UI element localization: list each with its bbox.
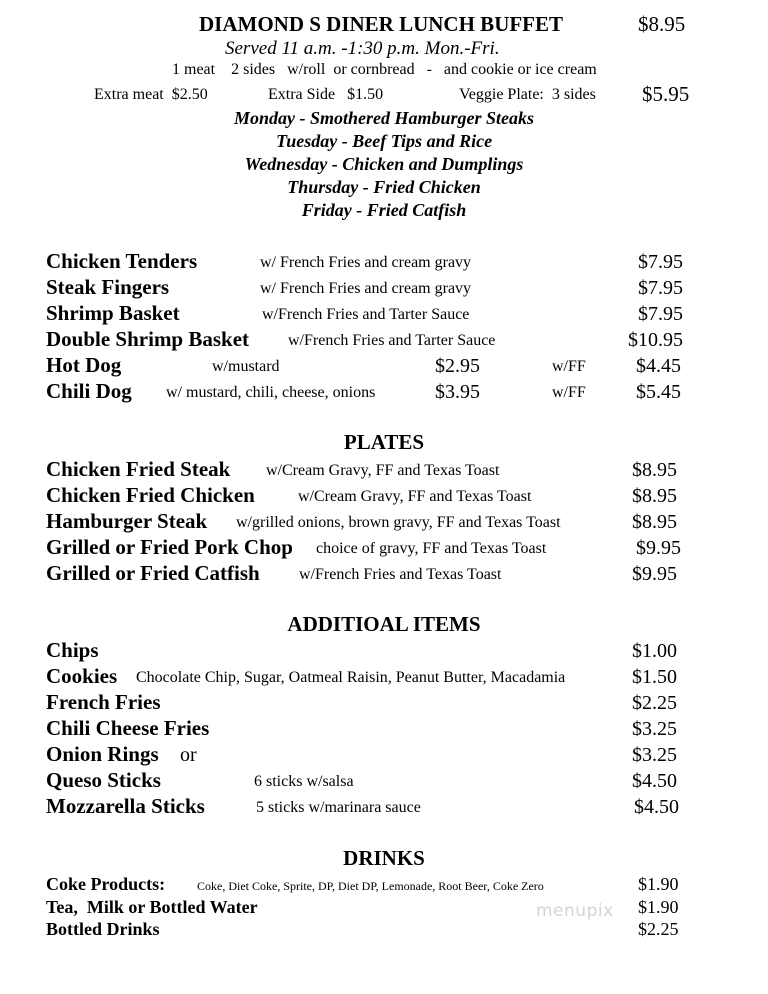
buffet-served: Served 11 a.m. -1:30 p.m. Mon.-Fri. [225, 38, 500, 59]
menu-item-price: $3.95 [435, 381, 480, 403]
daily-special: Friday - Fried Catfish [301, 200, 467, 220]
menu-item-name: Chili Dog [46, 379, 132, 403]
menu-item-name: Steak Fingers [46, 275, 170, 299]
menu-item-name: Shrimp Basket [46, 301, 180, 325]
menu-item-name: Double Shrimp Basket [46, 327, 250, 351]
watermark: menupix [536, 901, 614, 921]
drink-name: Bottled Drinks [46, 919, 160, 939]
menu-item-desc: w/French Fries and Tarter Sauce [262, 306, 470, 323]
daily-special: Wednesday - Chicken and Dumplings [244, 154, 524, 174]
menu-item-name: Hot Dog [46, 353, 122, 377]
menu-item-name: French Fries [46, 690, 161, 714]
buffet-includes: 1 meat 2 sides w/roll or cornbread - and cookie or ice cream [172, 61, 597, 78]
menu-item-price: $1.00 [632, 640, 677, 662]
menu-item-price: $9.95 [636, 537, 681, 559]
menu-item-price: $1.50 [632, 666, 677, 688]
menu-item-name: Grilled or Fried Catfish [46, 561, 260, 585]
drink-desc: Coke, Diet Coke, Sprite, DP, Diet DP, Lemonade, Root Beer, Coke Zero [197, 879, 544, 893]
extra-side: Extra Side $1.50 [268, 86, 384, 103]
menu-item-price: $4.50 [632, 770, 677, 792]
menu-item-price: $7.95 [638, 251, 683, 273]
menu-item-price: $7.95 [638, 277, 683, 299]
veggie-plate-label: Veggie Plate: 3 sides [459, 86, 596, 103]
menu-item-price: $8.95 [632, 459, 677, 481]
menu-item-name: Chicken Tenders [46, 249, 198, 273]
menu-item-desc: 6 sticks w/salsa [254, 773, 354, 790]
menu-item-name: Hamburger Steak [46, 509, 208, 533]
with-fries-label: w/FF [552, 384, 586, 401]
menu-item-desc: w/Cream Gravy, FF and Texas Toast [298, 488, 532, 505]
menu-item-name: Onion Rings [46, 742, 159, 766]
drink-name: Tea, Milk or Bottled Water [46, 897, 258, 917]
menu-item-price: $2.25 [632, 692, 677, 714]
menu-item-desc: Chocolate Chip, Sugar, Oatmeal Raisin, Peanut Butter, Macadamia [136, 669, 566, 686]
with-fries-price: $4.45 [636, 355, 681, 377]
menu-item-name: Chili Cheese Fries [46, 716, 210, 740]
menu-item-desc: w/ mustard, chili, cheese, onions [166, 384, 376, 401]
daily-special: Tuesday - Beef Tips and Rice [275, 131, 493, 151]
menu-item-name: Chicken Fried Steak [46, 457, 231, 481]
menu-item-desc: w/Cream Gravy, FF and Texas Toast [266, 462, 500, 479]
menu-item-desc: w/ French Fries and cream gravy [260, 254, 472, 271]
veggie-plate-price: $5.95 [642, 82, 690, 106]
menu-item-name: Cookies [46, 664, 118, 688]
menu-item-name: Chicken Fried Chicken [46, 483, 255, 507]
section-heading-additional: ADDITIOAL ITEMS [287, 612, 481, 636]
drink-price: $1.90 [638, 897, 679, 917]
menu-item-price: $8.95 [632, 511, 677, 533]
daily-special: Thursday - Fried Chicken [287, 177, 481, 197]
drink-price: $1.90 [638, 874, 679, 894]
menu-item-price: $10.95 [628, 329, 683, 351]
section-heading-plates: PLATES [343, 430, 425, 454]
menu-item-price: $9.95 [632, 563, 677, 585]
section-heading-drinks: DRINKS [343, 846, 425, 870]
with-fries-label: w/FF [552, 358, 586, 375]
menu-item-price: $2.95 [435, 355, 480, 377]
menu-item-price: $8.95 [632, 485, 677, 507]
with-fries-price: $5.45 [636, 381, 681, 403]
buffet-price: $8.95 [638, 12, 686, 36]
menu-item-name: Mozzarella Sticks [46, 794, 205, 818]
buffet-title: DIAMOND S DINER LUNCH BUFFET [199, 12, 564, 36]
menu-item-price: $4.50 [634, 796, 679, 818]
menu-item-name: Grilled or Fried Pork Chop [46, 535, 293, 559]
menu-item-desc: w/ French Fries and cream gravy [260, 280, 472, 297]
menu-item-price: $7.95 [638, 303, 683, 325]
menu-item-desc: w/grilled onions, brown gravy, FF and Texas Toast [236, 514, 561, 531]
drink-price: $2.25 [638, 919, 679, 939]
daily-special: Monday - Smothered Hamburger Steaks [233, 108, 535, 128]
menu-item-name: Chips [46, 638, 99, 662]
menu-item-name: Queso Sticks [46, 768, 161, 792]
menu-item-desc: or [180, 744, 197, 766]
menu-item-desc: w/French Fries and Tarter Sauce [288, 332, 496, 349]
menu-item-desc: w/French Fries and Texas Toast [299, 566, 502, 583]
menu-item-price: $3.25 [632, 744, 677, 766]
drink-name: Coke Products: [46, 874, 166, 894]
menu-item-desc: w/mustard [212, 358, 280, 375]
menu-item-desc: 5 sticks w/marinara sauce [256, 799, 421, 816]
extra-meat: Extra meat $2.50 [94, 86, 208, 103]
menu-item-price: $3.25 [632, 718, 677, 740]
menu-item-desc: choice of gravy, FF and Texas Toast [316, 540, 547, 557]
